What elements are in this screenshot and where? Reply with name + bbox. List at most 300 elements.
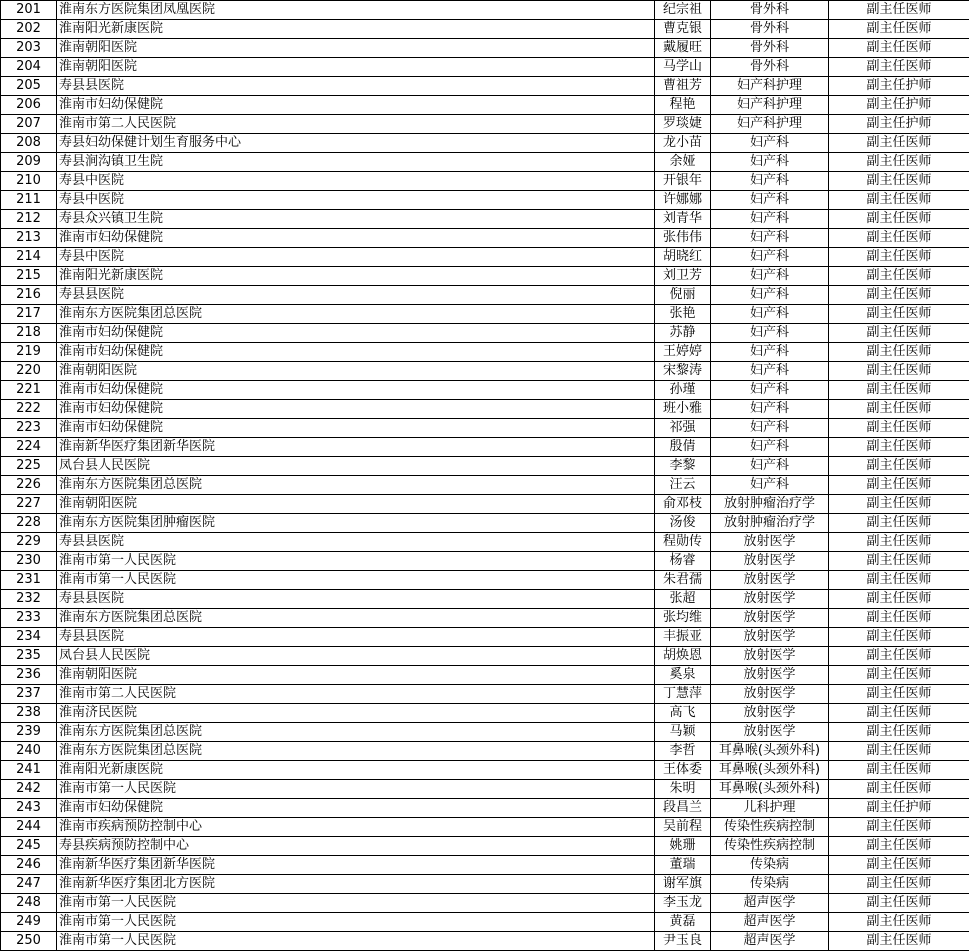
department-cell: 妇产科 [711,343,829,362]
department-cell: 妇产科 [711,476,829,495]
title-cell: 副主任医师 [829,666,969,685]
title-cell: 副主任医师 [829,20,969,39]
hospital-cell: 淮南朝阳医院 [57,39,655,58]
hospital-cell: 淮南东方医院集团总医院 [57,609,655,628]
person-name-cell: 丰振亚 [655,628,711,647]
hospital-cell: 淮南市妇幼保健院 [57,96,655,115]
person-name-cell: 张伟伟 [655,229,711,248]
person-name-cell: 刘卫芳 [655,267,711,286]
person-name-cell: 姚珊 [655,837,711,856]
person-name-cell: 曹克银 [655,20,711,39]
department-cell: 超声医学 [711,932,829,951]
person-name-cell: 马学山 [655,58,711,77]
title-cell: 副主任医师 [829,305,969,324]
hospital-cell: 寿县中医院 [57,248,655,267]
table-row [1,742,969,761]
table-row [1,704,969,723]
person-name-cell: 殷倩 [655,438,711,457]
row-number-cell: 237 [1,685,57,704]
hospital-cell: 淮南市妇幼保健院 [57,400,655,419]
row-number-cell: 239 [1,723,57,742]
person-name-cell: 王婷婷 [655,343,711,362]
person-name-cell: 朱明 [655,780,711,799]
person-name-cell: 王体委 [655,761,711,780]
person-name-cell: 黄磊 [655,913,711,932]
table-row [1,134,969,153]
row-number-cell: 210 [1,172,57,191]
hospital-cell: 寿县县医院 [57,628,655,647]
row-number-cell: 246 [1,856,57,875]
department-cell: 放射医学 [711,533,829,552]
row-number-cell: 243 [1,799,57,818]
row-number-cell: 207 [1,115,57,134]
row-number-cell: 230 [1,552,57,571]
hospital-cell: 淮南东方医院集团总医院 [57,476,655,495]
department-cell: 耳鼻喉(头颈外科) [711,761,829,780]
title-cell: 副主任医师 [829,837,969,856]
row-number-cell: 232 [1,590,57,609]
row-number-cell: 235 [1,647,57,666]
department-cell: 妇产科 [711,400,829,419]
row-number-cell: 231 [1,571,57,590]
title-cell: 副主任医师 [829,590,969,609]
title-cell: 副主任医师 [829,229,969,248]
person-name-cell: 马颖 [655,723,711,742]
table-row [1,837,969,856]
hospital-cell: 凤台县人民医院 [57,647,655,666]
table-row [1,685,969,704]
row-number-cell: 211 [1,191,57,210]
title-cell: 副主任医师 [829,1,969,20]
table-row [1,875,969,894]
person-name-cell: 纪宗祖 [655,1,711,20]
title-cell: 副主任医师 [829,58,969,77]
department-cell: 妇产科 [711,153,829,172]
table-row [1,590,969,609]
person-name-cell: 李玉龙 [655,894,711,913]
hospital-cell: 淮南市妇幼保健院 [57,343,655,362]
hospital-cell: 淮南市第一人民医院 [57,894,655,913]
person-name-cell: 程勋传 [655,533,711,552]
table-row [1,248,969,267]
row-number-cell: 215 [1,267,57,286]
person-name-cell: 谢军旗 [655,875,711,894]
table-row [1,153,969,172]
person-name-cell: 朱君孺 [655,571,711,590]
hospital-cell: 淮南朝阳医院 [57,58,655,77]
table-row [1,666,969,685]
hospital-cell: 凤台县人民医院 [57,457,655,476]
hospital-cell: 寿县县医院 [57,533,655,552]
person-name-cell: 程艳 [655,96,711,115]
department-cell: 放射医学 [711,552,829,571]
person-name-cell: 胡晓红 [655,248,711,267]
row-number-cell: 201 [1,1,57,20]
person-name-cell: 张均维 [655,609,711,628]
hospital-cell: 淮南市第二人民医院 [57,685,655,704]
person-name-cell: 龙小苗 [655,134,711,153]
department-cell: 超声医学 [711,913,829,932]
title-cell: 副主任医师 [829,704,969,723]
department-cell: 妇产科 [711,172,829,191]
person-name-cell: 段昌兰 [655,799,711,818]
hospital-cell: 淮南阳光新康医院 [57,761,655,780]
department-cell: 妇产科 [711,134,829,153]
title-cell: 副主任医师 [829,894,969,913]
department-cell: 妇产科 [711,457,829,476]
row-number-cell: 224 [1,438,57,457]
table-row [1,533,969,552]
title-cell: 副主任医师 [829,495,969,514]
row-number-cell: 214 [1,248,57,267]
row-number-cell: 205 [1,77,57,96]
row-number-cell: 228 [1,514,57,533]
hospital-cell: 寿县疾病预防控制中心 [57,837,655,856]
title-cell: 副主任医师 [829,571,969,590]
department-cell: 放射医学 [711,647,829,666]
department-cell: 妇产科 [711,248,829,267]
row-number-cell: 221 [1,381,57,400]
person-name-cell: 许娜娜 [655,191,711,210]
title-cell: 副主任医师 [829,818,969,837]
person-name-cell: 汪云 [655,476,711,495]
table-row [1,343,969,362]
person-name-cell: 尹玉良 [655,932,711,951]
hospital-cell: 寿县县医院 [57,590,655,609]
title-cell: 副主任医师 [829,761,969,780]
hospital-cell: 淮南新华医疗集团北方医院 [57,875,655,894]
hospital-cell: 淮南市第二人民医院 [57,115,655,134]
table-row [1,818,969,837]
department-cell: 传染病 [711,875,829,894]
title-cell: 副主任医师 [829,381,969,400]
hospital-cell: 淮南朝阳医院 [57,495,655,514]
hospital-cell: 寿县妇幼保健计划生育服务中心 [57,134,655,153]
title-cell: 副主任医师 [829,400,969,419]
hospital-cell: 淮南市疾病预防控制中心 [57,818,655,837]
department-cell: 妇产科 [711,362,829,381]
row-number-cell: 209 [1,153,57,172]
table-row [1,495,969,514]
row-number-cell: 203 [1,39,57,58]
table-row [1,381,969,400]
person-name-cell: 刘青华 [655,210,711,229]
hospital-cell: 淮南市第一人民医院 [57,913,655,932]
table-row [1,324,969,343]
person-name-cell: 戴履旺 [655,39,711,58]
table-row [1,476,969,495]
table-row [1,20,969,39]
department-cell: 放射肿瘤治疗学 [711,495,829,514]
hospital-cell: 淮南朝阳医院 [57,362,655,381]
row-number-cell: 229 [1,533,57,552]
row-number-cell: 202 [1,20,57,39]
table-row [1,894,969,913]
hospital-cell: 淮南阳光新康医院 [57,267,655,286]
hospital-cell: 寿县县医院 [57,77,655,96]
title-cell: 副主任医师 [829,362,969,381]
row-number-cell: 249 [1,913,57,932]
title-cell: 副主任护师 [829,115,969,134]
person-name-cell: 高飞 [655,704,711,723]
department-cell: 放射医学 [711,723,829,742]
title-cell: 副主任医师 [829,324,969,343]
department-cell: 妇产科护理 [711,115,829,134]
hospital-cell: 淮南市妇幼保健院 [57,324,655,343]
table-row [1,457,969,476]
title-cell: 副主任医师 [829,153,969,172]
person-name-cell: 奚泉 [655,666,711,685]
person-name-cell: 吴前程 [655,818,711,837]
hospital-cell: 淮南新华医疗集团新华医院 [57,856,655,875]
title-cell: 副主任医师 [829,286,969,305]
row-number-cell: 220 [1,362,57,381]
title-cell: 副主任医师 [829,875,969,894]
person-name-cell: 丁慧萍 [655,685,711,704]
title-cell: 副主任医师 [829,913,969,932]
row-number-cell: 234 [1,628,57,647]
department-cell: 妇产科 [711,381,829,400]
title-cell: 副主任护师 [829,799,969,818]
department-cell: 妇产科护理 [711,77,829,96]
person-name-cell: 曹祖芳 [655,77,711,96]
person-name-cell: 张艳 [655,305,711,324]
table-row [1,267,969,286]
person-name-cell: 李黎 [655,457,711,476]
hospital-cell: 淮南市第一人民医院 [57,780,655,799]
person-name-cell: 罗琰婕 [655,115,711,134]
hospital-cell: 淮南东方医院集团总医院 [57,723,655,742]
hospital-cell: 淮南市第一人民医院 [57,552,655,571]
department-cell: 妇产科 [711,210,829,229]
table-row [1,39,969,58]
title-cell: 副主任医师 [829,780,969,799]
department-cell: 妇产科 [711,419,829,438]
hospital-cell: 淮南朝阳医院 [57,666,655,685]
row-number-cell: 218 [1,324,57,343]
row-number-cell: 245 [1,837,57,856]
table-row [1,514,969,533]
person-name-cell: 俞邓枝 [655,495,711,514]
table-row [1,286,969,305]
hospital-cell: 淮南市妇幼保健院 [57,229,655,248]
row-number-cell: 250 [1,932,57,951]
table-row [1,856,969,875]
title-cell: 副主任医师 [829,210,969,229]
person-name-cell: 苏静 [655,324,711,343]
row-number-cell: 238 [1,704,57,723]
department-cell: 妇产科 [711,286,829,305]
hospital-cell: 淮南市妇幼保健院 [57,419,655,438]
person-name-cell: 宋黎涛 [655,362,711,381]
hospital-cell: 淮南市第一人民医院 [57,932,655,951]
row-number-cell: 242 [1,780,57,799]
title-cell: 副主任医师 [829,932,969,951]
table-row [1,96,969,115]
table-row [1,609,969,628]
hospital-cell: 寿县中医院 [57,172,655,191]
row-number-cell: 236 [1,666,57,685]
department-cell: 超声医学 [711,894,829,913]
table-row [1,799,969,818]
row-number-cell: 222 [1,400,57,419]
title-cell: 副主任医师 [829,134,969,153]
table-row [1,210,969,229]
department-cell: 耳鼻喉(头颈外科) [711,780,829,799]
title-cell: 副主任医师 [829,39,969,58]
department-cell: 放射医学 [711,628,829,647]
title-cell: 副主任医师 [829,647,969,666]
row-number-cell: 223 [1,419,57,438]
person-name-cell: 汤俊 [655,514,711,533]
hospital-cell: 寿县中医院 [57,191,655,210]
person-name-cell: 董瑞 [655,856,711,875]
title-cell: 副主任护师 [829,96,969,115]
department-cell: 放射医学 [711,666,829,685]
person-name-cell: 胡焕恩 [655,647,711,666]
title-cell: 副主任护师 [829,77,969,96]
hospital-cell: 寿县县医院 [57,286,655,305]
department-cell: 妇产科 [711,305,829,324]
department-cell: 骨外科 [711,1,829,20]
table-row [1,723,969,742]
table-row [1,191,969,210]
table-row [1,761,969,780]
hospital-cell: 淮南市妇幼保健院 [57,381,655,400]
department-cell: 妇产科 [711,324,829,343]
table-row [1,419,969,438]
hospital-cell: 寿县涧沟镇卫生院 [57,153,655,172]
row-number-cell: 216 [1,286,57,305]
title-cell: 副主任医师 [829,419,969,438]
department-cell: 妇产科 [711,267,829,286]
row-number-cell: 244 [1,818,57,837]
row-number-cell: 227 [1,495,57,514]
hospital-cell: 淮南市妇幼保健院 [57,799,655,818]
department-cell: 妇产科 [711,191,829,210]
hospital-cell: 淮南东方医院集团总医院 [57,305,655,324]
title-cell: 副主任医师 [829,343,969,362]
table-row [1,362,969,381]
title-cell: 副主任医师 [829,552,969,571]
person-name-cell: 班小雅 [655,400,711,419]
table-row [1,400,969,419]
row-number-cell: 206 [1,96,57,115]
hospital-cell: 寿县众兴镇卫生院 [57,210,655,229]
title-cell: 副主任医师 [829,191,969,210]
department-cell: 放射医学 [711,685,829,704]
table-row [1,438,969,457]
title-cell: 副主任医师 [829,172,969,191]
table-row [1,647,969,666]
row-number-cell: 248 [1,894,57,913]
row-number-cell: 225 [1,457,57,476]
person-name-cell: 杨睿 [655,552,711,571]
department-cell: 妇产科护理 [711,96,829,115]
department-cell: 传染性疾病控制 [711,837,829,856]
person-name-cell: 开银年 [655,172,711,191]
department-cell: 放射医学 [711,571,829,590]
title-cell: 副主任医师 [829,533,969,552]
department-cell: 放射医学 [711,590,829,609]
hospital-cell: 淮南新华医疗集团新华医院 [57,438,655,457]
row-number-cell: 217 [1,305,57,324]
row-number-cell: 240 [1,742,57,761]
title-cell: 副主任医师 [829,628,969,647]
row-number-cell: 208 [1,134,57,153]
title-cell: 副主任医师 [829,742,969,761]
row-number-cell: 233 [1,609,57,628]
person-name-cell: 孙瑾 [655,381,711,400]
title-cell: 副主任医师 [829,438,969,457]
row-number-cell: 213 [1,229,57,248]
hospital-cell: 淮南济民医院 [57,704,655,723]
table-row [1,628,969,647]
table-row [1,229,969,248]
department-cell: 放射医学 [711,609,829,628]
table-row [1,571,969,590]
title-cell: 副主任医师 [829,457,969,476]
table-row [1,172,969,191]
title-cell: 副主任医师 [829,685,969,704]
table-body [1,1,969,951]
row-number-cell: 212 [1,210,57,229]
hospital-cell: 淮南东方医院集团凤凰医院 [57,1,655,20]
department-cell: 放射肿瘤治疗学 [711,514,829,533]
table-row [1,115,969,134]
department-cell: 骨外科 [711,58,829,77]
table-row [1,305,969,324]
department-cell: 传染性疾病控制 [711,818,829,837]
title-cell: 副主任医师 [829,248,969,267]
table-row [1,1,969,20]
hospital-cell: 淮南东方医院集团肿瘤医院 [57,514,655,533]
hospital-cell: 淮南东方医院集团总医院 [57,742,655,761]
title-cell: 副主任医师 [829,514,969,533]
department-cell: 骨外科 [711,39,829,58]
row-number-cell: 241 [1,761,57,780]
hospital-cell: 淮南阳光新康医院 [57,20,655,39]
department-cell: 妇产科 [711,438,829,457]
person-name-cell: 祁强 [655,419,711,438]
table-row [1,58,969,77]
department-cell: 儿科护理 [711,799,829,818]
hospital-cell: 淮南市第一人民医院 [57,571,655,590]
department-cell: 放射医学 [711,704,829,723]
table-row [1,780,969,799]
table-row [1,913,969,932]
department-cell: 骨外科 [711,20,829,39]
title-cell: 副主任医师 [829,856,969,875]
row-number-cell: 247 [1,875,57,894]
row-number-cell: 204 [1,58,57,77]
department-cell: 耳鼻喉(头颈外科) [711,742,829,761]
department-cell: 妇产科 [711,229,829,248]
person-name-cell: 张超 [655,590,711,609]
row-number-cell: 226 [1,476,57,495]
title-cell: 副主任医师 [829,723,969,742]
person-name-cell: 李哲 [655,742,711,761]
table-row [1,552,969,571]
title-cell: 副主任医师 [829,609,969,628]
person-name-cell: 余娅 [655,153,711,172]
table-row [1,77,969,96]
person-name-cell: 倪丽 [655,286,711,305]
department-cell: 传染病 [711,856,829,875]
row-number-cell: 219 [1,343,57,362]
table-row [1,932,969,951]
title-cell: 副主任医师 [829,267,969,286]
